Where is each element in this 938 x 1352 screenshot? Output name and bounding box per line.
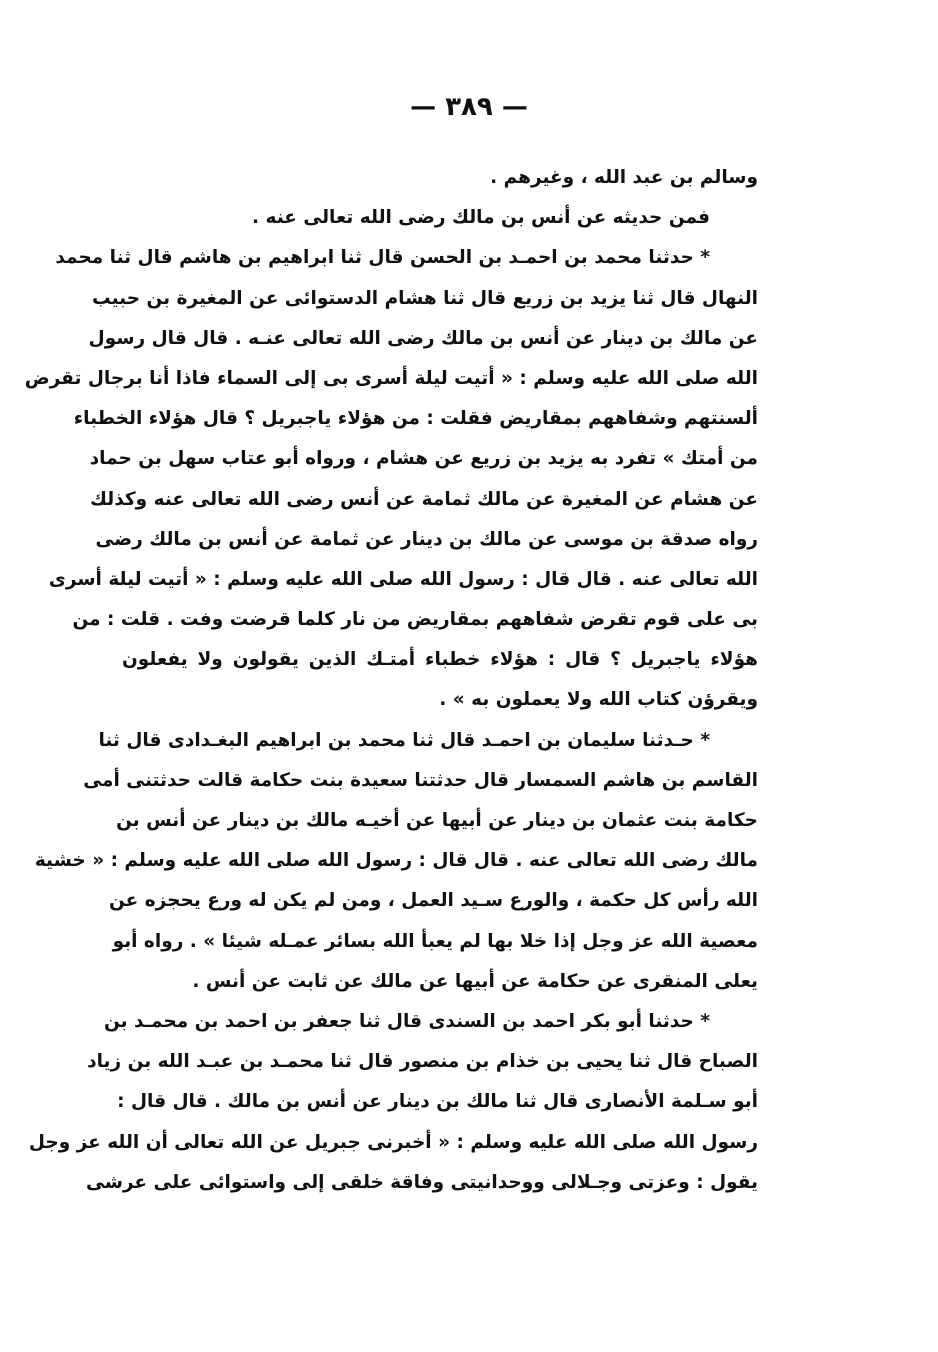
text-line: * حـدثنا سليمان بن احمـد قال ثنا محمد بن ابراهيم البغـدادى قال ثنا: [98, 729, 710, 751]
body-text: [24, 158, 758, 1203]
text-line: ألسنتهم وشفاههم بمقاريض فقلت : من هؤلاء ياجبريل ؟ قال هؤلاء الخطباء: [73, 408, 758, 430]
text-line: عن هشام عن المغيرة عن مالك ثمامة عن أنس رضى الله تعالى عنه وكذلك: [90, 488, 758, 510]
text-line: وسالم بن عبد الله ، وغيرهم .: [490, 167, 758, 188]
text-line: هؤلاء ياجبريل ؟ قال : هؤلاء خطباء أمتـك الذين يقولون ولا يفعلون: [122, 649, 758, 671]
text-line: مالك رضى الله تعالى عنه . قال قال : رسول الله صلى الله عليه وسلم : « خشية: [34, 850, 758, 872]
page-number: — ٣٨٩ —: [410, 92, 528, 122]
text-line: الله صلى الله عليه وسلم : « أتيت ليلة أسرى بى إلى السماء فاذا أنا برجال تقرض: [24, 367, 758, 389]
text-line: الصباح قال ثنا يحيى بن خذام بن منصور قال ثنا محمـد بن عبـد الله بن زياد: [87, 1051, 758, 1073]
text-line: من أمتك » تفرد به يزيد بن زريع عن هشام ، ورواه أبو عتاب سهل بن حماد: [89, 448, 758, 470]
text-line: ويقرؤن كتاب الله ولا يعملون به » .: [439, 689, 758, 711]
text-line: الله رأس كل حكمة ، والورع سـيد العمل ، ومن لم يكن له ورع يحجزه عن: [109, 890, 758, 912]
text-line: القاسم بن هاشم السمسار قال حدثتنا سعيدة بنت حكامة قالت حدثتنى أمى: [83, 769, 758, 791]
text-line: * حدثنا محمد بن احمـد بن الحسن قال ثنا ابراهيم بن هاشم قال ثنا محمد: [55, 247, 710, 269]
text-line: حكامة بنت عثمان بن دينار عن أبيها عن أخيـه مالك بن دينار عن أنس بن: [116, 810, 758, 831]
text-line: يعلى المنقرى عن حكامة عن أبيها عن مالك عن ثابت عن أنس .: [192, 970, 758, 992]
text-line: رسول الله صلى الله عليه وسلم : « أخبرنى جبريل عن الله تعالى أن الله عز وجل: [28, 1131, 758, 1153]
text-line: أبو سـلمة الأنصارى قال ثنا مالك بن دينار عن أنس بن مالك . قال قال :: [117, 1091, 758, 1113]
text-line: عن مالك بن دينار عن أنس بن مالك رضى الله تعالى عنـه . قال قال رسول: [88, 327, 758, 349]
text-line: النهال قال ثنا يزيد بن زريع قال ثنا هشام الدستوائى عن المغيرة بن حبيب: [92, 287, 758, 309]
text-line: فمن حديثه عن أنس بن مالك رضى الله تعالى عنه .: [252, 207, 710, 229]
text-line: الله تعالى عنه . قال قال : رسول الله صلى الله عليه وسلم : « أتيت ليلة أسرى: [48, 568, 758, 590]
text-line: بى على قوم تقرض شفاههم بمقاريض من نار كلما قرضت وفت . قلت : من: [72, 609, 758, 631]
text-line: * حدثنا أبو بكر احمد بن السندى قال ثنا جعفر بن احمد بن محمـد بن: [104, 1010, 710, 1032]
text-line: رواه صدقة بن موسى عن مالك بن دينار عن ثمامة عن أنس بن مالك رضى: [95, 528, 758, 550]
text-line: معصية الله عز وجل إذا خلا بها لم يعبأ الله بسائر عمـله شيئا » . رواه أبو: [112, 930, 758, 952]
text-line: يقول : وعزتى وجـلالى ووحدانيتى وفاقة خلقى إلى واستوائى على عرشى: [86, 1171, 758, 1193]
